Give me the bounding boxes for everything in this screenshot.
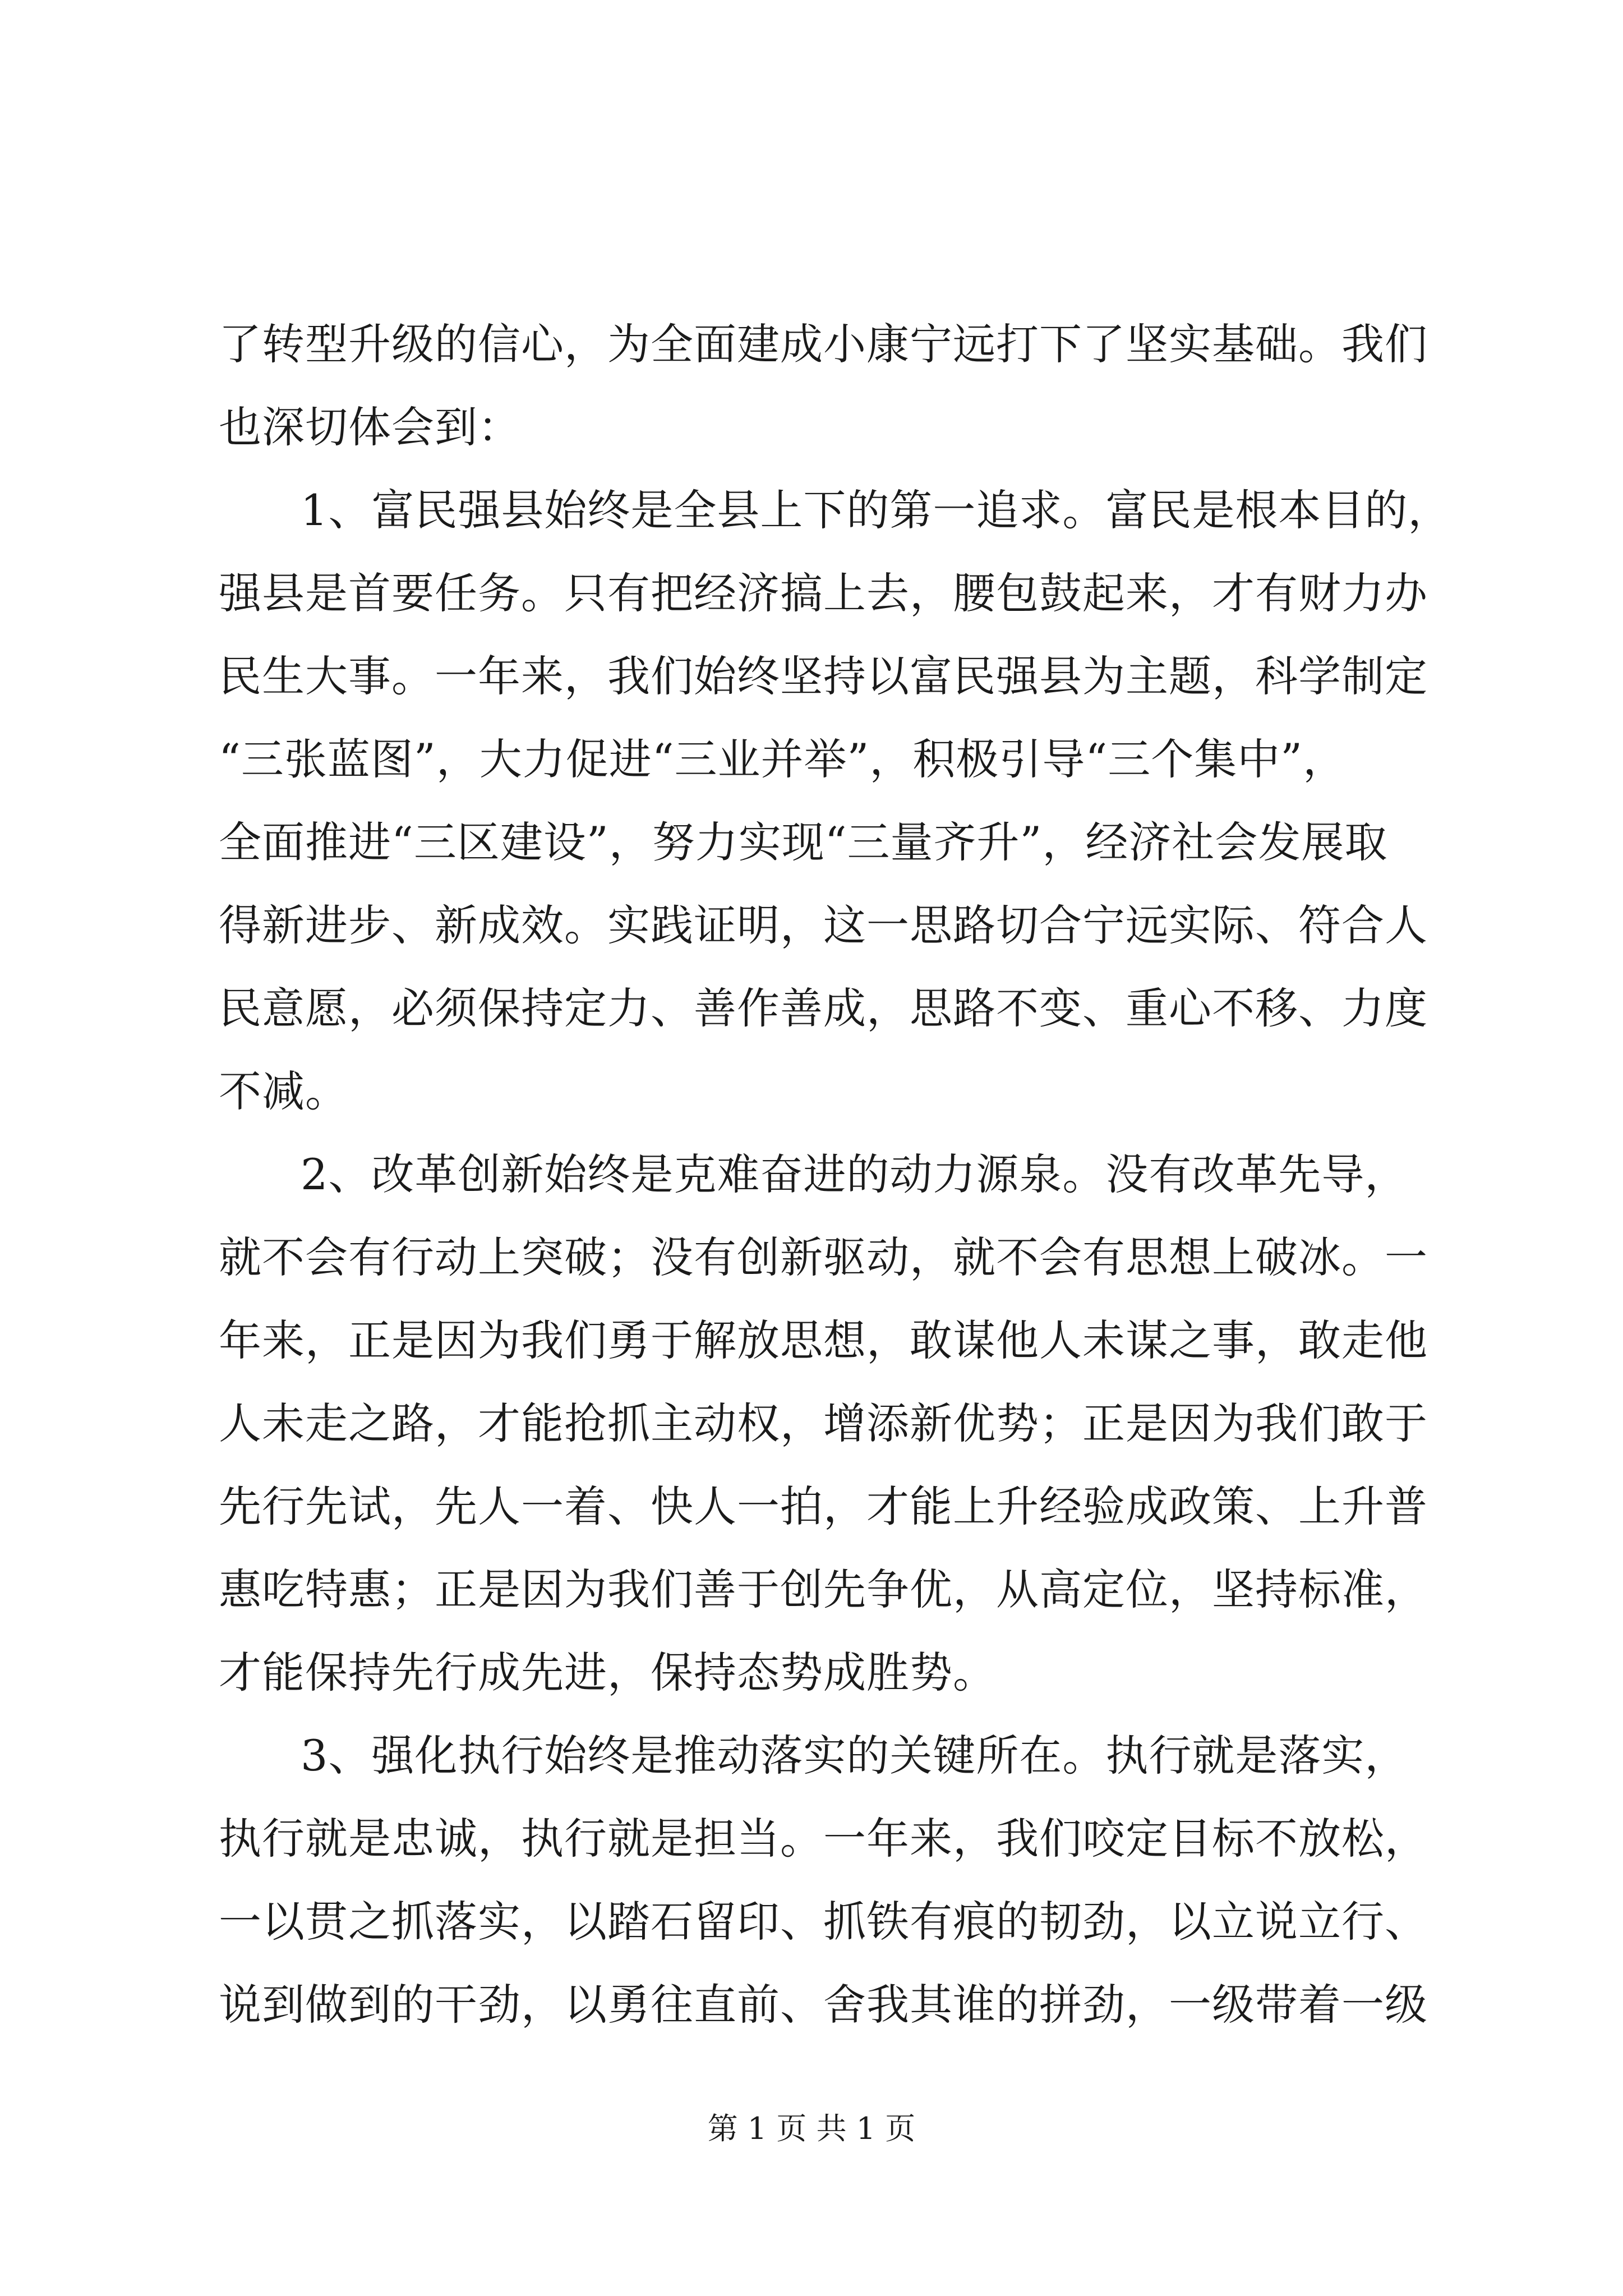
- text-line: 民意愿，必须保持定力、善作善成，思路不变、重心不移、力度: [219, 983, 1428, 1033]
- text-line: 也深切体会到：: [219, 402, 521, 452]
- paragraph-start-line: 3、强化执行始终是推动落实的关键所在。执行就是落实，: [301, 1731, 1408, 1780]
- text-line: 说到做到的干劲，以勇往直前、舍我其谁的拼劲，一级带着一级: [219, 1980, 1428, 2030]
- text-line: 民生大事。一年来，我们始终坚持以富民强县为主题，科学制定: [219, 651, 1428, 701]
- text-line: 得新进步、新成效。实践证明，这一思路切合宁远实际、符合人: [219, 900, 1428, 950]
- text-line: “三张蓝图”，大力促进“三业并举”，积极引导“三个集中”，: [219, 734, 1347, 784]
- text-line: 就不会有行动上突破；没有创新驱动，就不会有思想上破冰。一: [219, 1232, 1428, 1282]
- text-line: 才能保持先行成先进，保持态势成胜势。: [219, 1648, 996, 1697]
- text-line: 执行就是忠诚，执行就是担当。一年来，我们咬定目标不放松，: [219, 1814, 1428, 1864]
- text-line: 强县是首要任务。只有把经济搞上去，腰包鼓起来，才有财力办: [219, 568, 1428, 618]
- paragraph-start-line: 2、改革创新始终是克难奋进的动力源泉。没有改革先导，: [301, 1149, 1408, 1199]
- text-line: 惠吃特惠；正是因为我们善于创先争优，从高定位，坚持标准，: [219, 1565, 1428, 1614]
- text-line: 人未走之路，才能抢抓主动权，增添新优势；正是因为我们敢于: [219, 1398, 1428, 1448]
- text-line: 了转型升级的信心，为全面建成小康宁远打下了坚实基础。我们: [219, 319, 1428, 369]
- page-footer: 第 1 页 共 1 页: [707, 2111, 916, 2146]
- text-line: 先行先试，先人一着、快人一拍，才能上升经验成政策、上升普: [219, 1481, 1428, 1531]
- text-line: 不减。: [219, 1066, 348, 1116]
- text-line: 全面推进“三区建设”，努力实现“三量齐升”，经济社会发展取: [219, 817, 1388, 867]
- body-text: [219, 303, 1451, 2046]
- text-line: 一以贯之抓落实，以踏石留印、抓铁有痕的韧劲，以立说立行、: [219, 1897, 1428, 1947]
- text-line: 年来，正是因为我们勇于解放思想，敢谋他人未谋之事，敢走他: [219, 1315, 1428, 1365]
- paragraph-start-line: 1、富民强县始终是全县上下的第一追求。富民是根本目的，: [301, 485, 1451, 535]
